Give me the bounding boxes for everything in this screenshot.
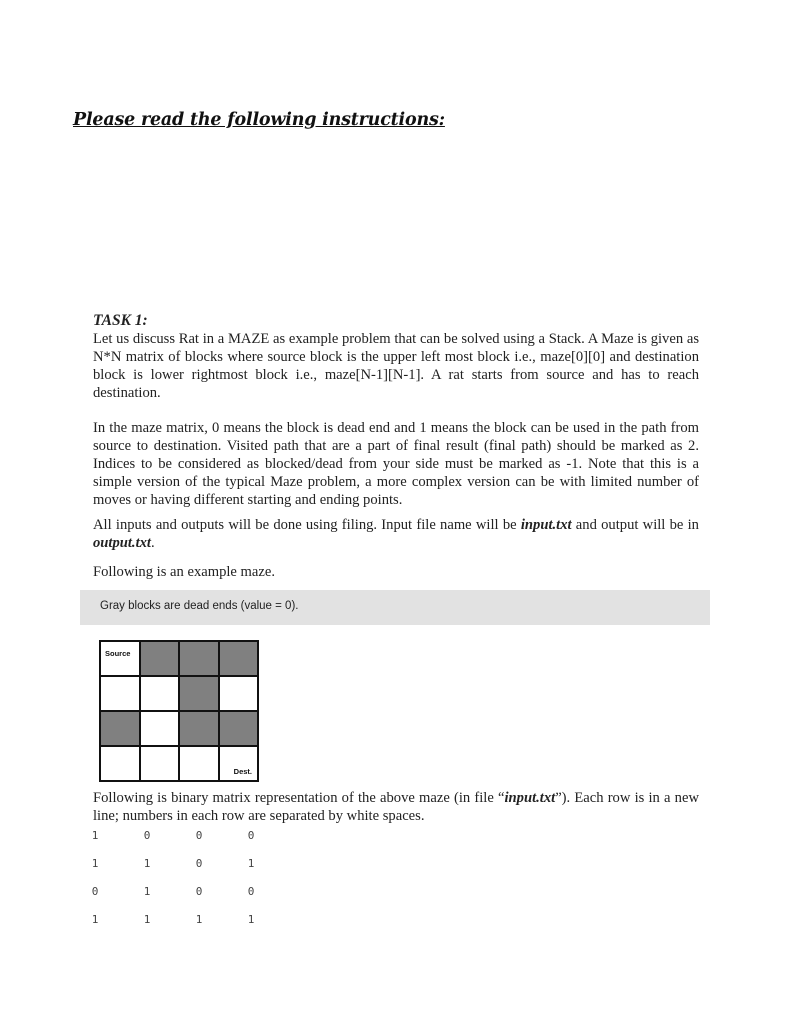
matrix-description-end: ”). Each row is in a new line; numbers in each row are separated by white spaces. xyxy=(93,790,699,824)
matrix-value: 1 xyxy=(143,885,151,898)
filing-text-end: . xyxy=(151,535,155,551)
maze-cell xyxy=(101,677,139,710)
matrix-value: 0 xyxy=(247,829,255,842)
matrix-value: 0 xyxy=(195,885,203,898)
maze-cell xyxy=(101,712,139,745)
maze-cell xyxy=(180,677,218,710)
matrix-description-start: Following is binary matrix representation of the above maze (in file “ xyxy=(93,790,505,806)
maze-grid xyxy=(99,640,259,782)
matrix-value: 0 xyxy=(195,829,203,842)
matrix-value: 0 xyxy=(247,885,255,898)
matrix-description-paragraph xyxy=(93,789,699,825)
matrix-value: 1 xyxy=(91,913,99,926)
matrix-file-name: input.txt xyxy=(504,790,556,806)
destination-label: Dest. xyxy=(233,767,252,776)
matrix-value: 1 xyxy=(91,829,99,842)
task-section xyxy=(93,311,699,580)
matrix-value: 1 xyxy=(91,857,99,870)
filing-text-start: All inputs and outputs will be done using filing. Input file name will be xyxy=(93,517,521,533)
dead-end-note xyxy=(80,590,710,625)
matrix-row xyxy=(93,829,293,849)
source-label: Source xyxy=(105,649,131,658)
filing-paragraph xyxy=(93,516,699,552)
example-intro-paragraph: Following is an example maze. xyxy=(93,564,275,580)
matrix-value: 0 xyxy=(91,885,99,898)
input-file-name: input.txt xyxy=(520,517,572,533)
page-heading: Please read the following instructions: xyxy=(73,110,445,130)
maze-cell xyxy=(220,677,258,710)
matrix-row xyxy=(93,913,293,933)
maze-cell xyxy=(180,747,218,780)
maze-cell xyxy=(141,677,179,710)
matrix-value: 0 xyxy=(195,857,203,870)
maze-cell xyxy=(141,712,179,745)
maze-cell xyxy=(220,642,258,675)
maze-cell xyxy=(101,642,139,675)
maze-cell xyxy=(141,747,179,780)
matrix-value: 0 xyxy=(143,829,151,842)
task-intro-paragraph: Let us discuss Rat in a MAZE as example problem that can be solved using a Stack. A Maze is given as N*N matrix of blocks where source block is the upper left most block i.e., maze[0][0] and destination block is lower rightmost block i.e., maze[N-1][N-1]. A rat starts from source and has to reach destination. xyxy=(93,331,699,401)
dead-end-note-text: Gray blocks are dead ends (value = 0). xyxy=(100,600,299,612)
matrix-value: 1 xyxy=(195,913,203,926)
task-title: TASK 1: xyxy=(93,312,148,329)
maze-cell xyxy=(220,747,258,780)
matrix-value: 1 xyxy=(143,857,151,870)
maze-rules-paragraph: In the maze matrix, 0 means the block is dead end and 1 means the block can be used in the path from source to destination. Visited path that are a part of final result (final path) should be marked as 2. Indices to be considered as blocked/dead from your side must be marked as -1. Note that this is a simple version of the typical Maze problem, a more complex version can be with limited number of moves or having different starting and ending points. xyxy=(93,420,699,508)
maze-cell xyxy=(220,712,258,745)
matrix-row xyxy=(93,857,293,877)
matrix-row xyxy=(93,885,293,905)
output-file-name: output.txt xyxy=(93,535,151,551)
maze-cell xyxy=(180,642,218,675)
matrix-value: 1 xyxy=(247,857,255,870)
filing-text-middle: and output will be in xyxy=(571,517,699,533)
maze-cell xyxy=(101,747,139,780)
maze-cell xyxy=(141,642,179,675)
matrix-value: 1 xyxy=(247,913,255,926)
matrix-value: 1 xyxy=(143,913,151,926)
maze-cell xyxy=(180,712,218,745)
